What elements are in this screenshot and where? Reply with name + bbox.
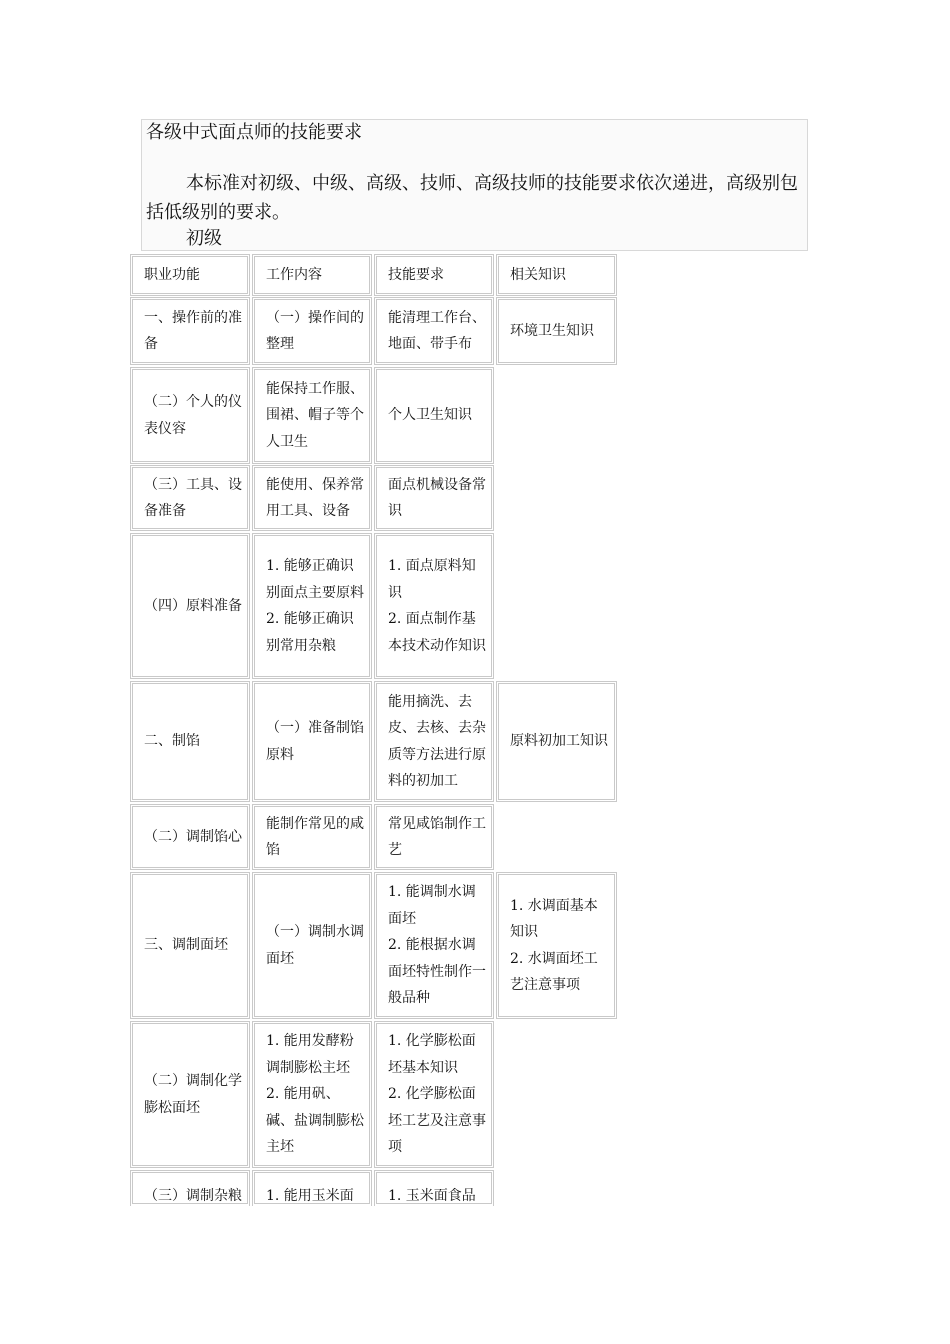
table-cell: 1. 能够正确识别面点主要原料 2. 能够正确识别常用杂粮 [252, 533, 372, 679]
table-cell: 三、调制面坯 [130, 872, 250, 1019]
table-cell: 1. 能调制水调面坯 2. 能根据水调面坯特性制作一般品种 [374, 872, 494, 1019]
table-cell: 能清理工作台、地面、带手布 [374, 297, 494, 365]
table-cell: （一）调制水调面坯 [252, 872, 372, 1019]
table-cell: （一）操作间的整理 [252, 297, 372, 365]
table-cell: 1. 能用发酵粉调制膨松主坯 2. 能用矾、碱、盐调制膨松主坯 [252, 1021, 372, 1168]
table-header-cell: 相关知识 [496, 254, 617, 296]
table-cell: 1. 玉米面食品 [374, 1170, 494, 1206]
table-cell: 二、制馅 [130, 681, 250, 802]
table-header-cell: 工作内容 [252, 254, 372, 296]
table-cell: 1. 能用玉米面 [252, 1170, 372, 1206]
table-cell: 环境卫生知识 [496, 297, 617, 365]
table-cell: （一）准备制馅原料 [252, 681, 372, 802]
table-header-cell: 职业功能 [130, 254, 250, 296]
table-cell: 能保持工作服、围裙、帽子等个人卫生 [252, 367, 372, 464]
table-cell: （二）调制馅心 [130, 804, 250, 870]
table-header-cell: 技能要求 [374, 254, 494, 296]
table-cell: 原料初加工知识 [496, 681, 617, 802]
table-cell: 能使用、保养常用工具、设备 [252, 465, 372, 531]
document-title: 各级中式面点师的技能要求 [146, 122, 362, 143]
intro-box [141, 119, 808, 251]
table-cell: 个人卫生知识 [374, 367, 494, 464]
table-cell: 1. 水调面基本知识 2. 水调面坯工艺注意事项 [496, 872, 617, 1019]
table-cell: （四）原料准备 [130, 533, 250, 679]
table-cell: 一、操作前的准备 [130, 297, 250, 365]
table-cell: 1. 面点原料知识 2. 面点制作基本技术动作知识 [374, 533, 494, 679]
table-cell: （二）个人的仪表仪容 [130, 367, 250, 464]
level-heading: 初级 [186, 228, 222, 249]
table-cell: （三）调制杂粮 [130, 1170, 250, 1206]
table-cell: 常见咸馅制作工艺 [374, 804, 494, 870]
table-cell: 能制作常见的咸馅 [252, 804, 372, 870]
table-cell: 面点机械设备常识 [374, 465, 494, 531]
table-cell: 1. 化学膨松面坯基本知识 2. 化学膨松面坯工艺及注意事项 [374, 1021, 494, 1168]
table-cell: （二）调制化学膨松面坯 [130, 1021, 250, 1168]
table-cell: （三）工具、设备准备 [130, 465, 250, 531]
table-cell: 能用摘洗、去皮、去核、去杂质等方法进行原料的初加工 [374, 681, 494, 802]
intro-paragraph: 本标准对初级、中级、高级、技师、高级技师的技能要求依次递进，高级别包括低级别的要求。 [146, 173, 798, 223]
